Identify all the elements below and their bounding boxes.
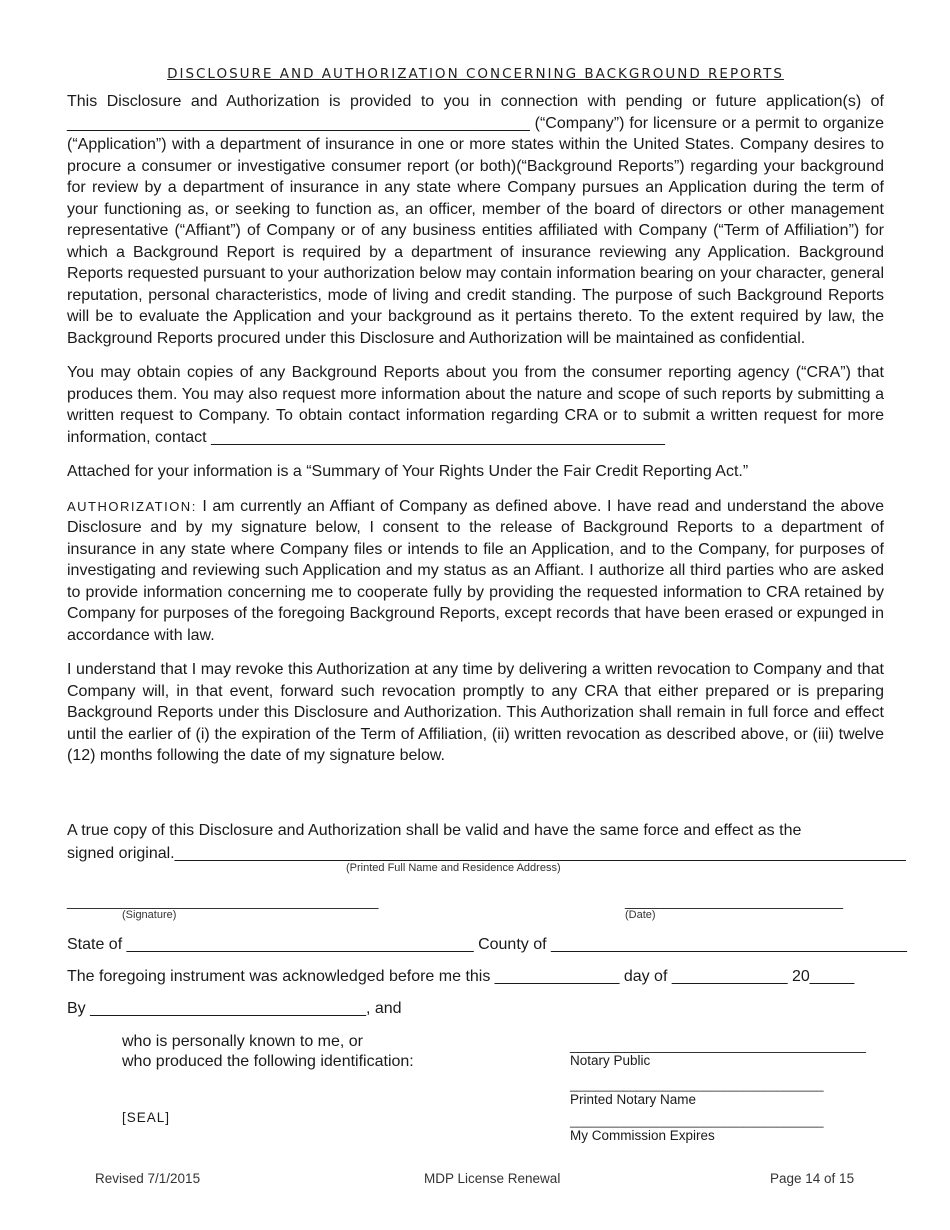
signature-field[interactable]: ________________________________________: [67, 893, 379, 909]
footer-revised: Revised 7/1/2015: [95, 1171, 201, 1186]
commission-expires-field[interactable]: [570, 1112, 880, 1143]
page-title: DISCLOSURE AND AUTHORIZATION CONCERNING BACKGROUND REPORTS: [167, 66, 784, 82]
true-copy-line: A true copy of this Disclosure and Authorization shall be valid and have the same force and effect as the: [67, 822, 802, 839]
authorization-text: I am currently an Affiant of Company as defined above. I have read and understand the above Disclosure and by my signature below, I consent to the release of Background Reports to a department of insurance in any state where Company files or intends to file an Application, and to the Company, for purposes of investigating and reviewing such Application and my status as an Affiant. I authorize all third parties who are asked to provide information concerning me to cooperate fully by providing the requested information to CRA retained by Company for purposes of the foregoing Background Reports, except records that have been erased or expunged in accordance with law.: [67, 497, 884, 644]
printed-name-caption: (Printed Full Name and Residence Address): [346, 862, 561, 874]
by-row[interactable]: By _______________________________, and: [67, 1000, 402, 1017]
seal-text: [SEAL]: [122, 1110, 171, 1125]
printed-notary-name-label: Printed Notary Name: [570, 1092, 697, 1107]
printed-notary-line: ______________________________________: [570, 1078, 824, 1092]
attached-rights-paragraph: Attached for your information is a “Summary of Your Rights Under the Fair Credit Reporting Act.”: [67, 463, 749, 480]
authorization-paragraph: [67, 496, 884, 647]
signed-original-row: [67, 845, 905, 863]
authorization-label: AUTHORIZATION:: [67, 498, 197, 514]
notary-public-label: Notary Public: [570, 1053, 651, 1068]
date-field[interactable]: ____________________________: [625, 893, 844, 909]
notary-signature-field[interactable]: [570, 1037, 880, 1068]
disclosure-paragraph: This Disclosure and Authorization is provided to you in connection with pending or future application(s) of ____________________________________________________ (“Company”) for licensure or a permit to organize (“Application”) with a department of insurance in one or more states within the United States. Company desires to procure a consumer or investigative consumer report (or both)(“Background Reports”) regarding your background for review by a department of insurance in any state where Company pursues an Application during the term of your functioning as, or seeking to function as, an officer, member of the board of directors or other management representative (“Affiant”) of Company or of any business entities affiliated with Company (“Term of Affiliation”) for which a Background Report is required by a department of insurance reviewing any Application. Background Reports requested pursuant to your authorization below may contain information bearing on your character, general reputation, personal characteristics, mode of living and credit standing. The purpose of such Background Reports will be to evaluate the Application and your background as it pertains thereto. To the extent required by law, the Background Reports procured under this Disclosure and Authorization will be maintained as confidential.: [67, 93, 884, 347]
printed-name-field[interactable]: _______________________________________________________________________________________: [174, 845, 906, 862]
signature-caption: (Signature): [122, 909, 177, 921]
acknowledgement-row[interactable]: The foregoing instrument was acknowledged before me this ______________ day of _____________ 20_____: [67, 968, 855, 985]
footer-title: MDP License Renewal: [424, 1171, 561, 1186]
revocation-paragraph: I understand that I may revoke this Authorization at any time by delivering a written revocation to Company and that Company will, in that event, forward such revocation promptly to any CRA that either prepared or is preparing Background Reports under this Disclosure and Authorization. This Authorization shall remain in full force and effect until the earlier of (i) the expiration of the Term of Affiliation, (ii) written revocation as described above, or (iii) twelve (12) months following the date of my signature below.: [67, 661, 884, 764]
date-caption: (Date): [625, 909, 656, 921]
commission-expires-label: My Commission Expires: [570, 1128, 715, 1143]
state-county-row[interactable]: State of _______________________________________ County of ________________________________________: [67, 936, 907, 953]
printed-notary-name-field[interactable]: [570, 1076, 880, 1107]
document-body: [67, 66, 884, 780]
produced-id-text: who produced the following identification:: [122, 1053, 414, 1070]
known-text: who is personally known to me, or: [122, 1033, 363, 1050]
notary-signature-line: ______________________________________: [570, 1037, 866, 1053]
signed-original-label: signed original.: [67, 845, 175, 862]
copies-paragraph: You may obtain copies of any Background Reports about you from the consumer reporting agency (“CRA”) that produces them. You may also request more information about the nature and scope of such reports by submitting a written request to Company. To obtain contact information regarding CRA or to submit a written request for more information, contact ___________________________________________________: [67, 364, 884, 446]
footer-page-number: Page 14 of 15: [770, 1171, 855, 1186]
commission-expires-line: ______________________________________: [570, 1114, 824, 1128]
